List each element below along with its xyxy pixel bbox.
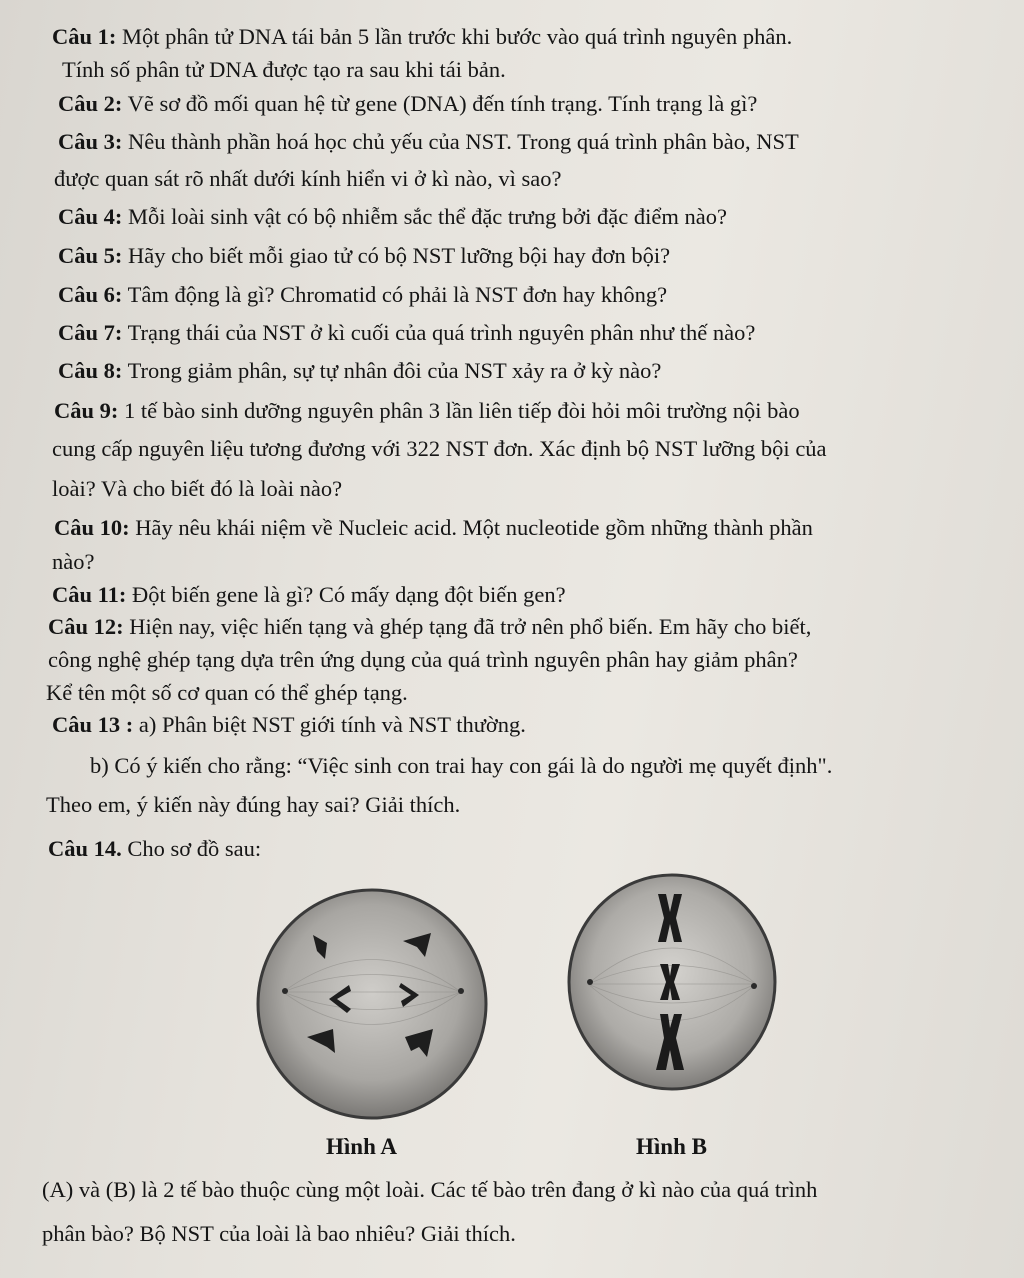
question-13-line-3: Theo em, ý kiến này đúng hay sai? Giải thích. (46, 792, 461, 817)
question-11-text-1: Đột biến gene là gì? Có mấy dạng đột biến gen? (132, 582, 566, 607)
question-12-line-1 (48, 612, 811, 642)
question-14-footer-line-1: (A) và (B) là 2 tế bào thuộc cùng một loài. Các tế bào trên đang ở kì nào của quá trình (42, 1177, 818, 1202)
question-10-line-1 (54, 513, 813, 543)
question-8-line-1 (58, 356, 661, 386)
question-3-line-1 (58, 127, 799, 157)
question-4-label: Câu 4: (58, 204, 123, 229)
figure-a-cell (255, 887, 489, 1121)
question-8-text-1: Trong giảm phân, sự tự nhân đôi của NST xảy ra ở kỳ nào? (127, 358, 662, 383)
question-1-text-1: Một phân tử DNA tái bản 5 lần trước khi bước vào quá trình nguyên phân. (122, 24, 793, 49)
question-2-label: Câu 2: (58, 91, 123, 116)
figure-b-cell (566, 872, 778, 1092)
question-12-line-2: công nghệ ghép tạng dựa trên ứng dụng của quá trình nguyên phân hay giảm phân? (48, 647, 798, 672)
question-3-text-1: Nêu thành phần hoá học chủ yếu của NST. Trong quá trình phân bào, NST (128, 129, 799, 154)
question-10-label: Câu 10: (54, 515, 130, 540)
question-14-text-1: Cho sơ đồ sau: (127, 836, 262, 861)
question-14-line-1 (48, 834, 261, 864)
question-3-line-2: được quan sát rõ nhất dưới kính hiển vi ở kì nào, vì sao? (54, 166, 562, 191)
question-4-line-1 (58, 202, 727, 232)
question-9-label: Câu 9: (54, 398, 119, 423)
question-11-label: Câu 11: (52, 582, 127, 607)
question-6-line-1 (58, 280, 667, 310)
question-5-text-1: Hãy cho biết mỗi giao tử có bộ NST lưỡng bội hay đơn bội? (128, 243, 671, 268)
question-5-label: Câu 5: (58, 243, 123, 268)
question-12-label: Câu 12: (48, 614, 124, 639)
question-13-line-2: b) Có ý kiến cho rằng: “Việc sinh con trai hay con gái là do người mẹ quyết định". (90, 753, 833, 778)
question-8-label: Câu 8: (58, 358, 123, 383)
question-9-line-1 (54, 396, 800, 426)
figure-a-caption: Hình A (326, 1134, 397, 1159)
question-11-line-1 (52, 580, 566, 610)
question-13-label: Câu 13 : (52, 712, 134, 737)
question-9-line-2: cung cấp nguyên liệu tương đương với 322 NST đơn. Xác định bộ NST lưỡng bội của (52, 436, 827, 461)
cell-membrane (258, 890, 486, 1118)
question-9-text-1: 1 tế bào sinh dưỡng nguyên phân 3 lần liên tiếp đòi hỏi môi trường nội bào (124, 398, 800, 423)
figure-b-caption: Hình B (636, 1134, 707, 1159)
question-7-label: Câu 7: (58, 320, 123, 345)
question-14-label: Câu 14. (48, 836, 122, 861)
question-7-text-1: Trạng thái của NST ở kì cuối của quá trình nguyên phân như thế nào? (127, 320, 756, 345)
question-3-label: Câu 3: (58, 129, 123, 154)
question-1-label: Câu 1: (52, 24, 117, 49)
question-10-text-1: Hãy nêu khái niệm về Nucleic acid. Một nucleotide gồm những thành phần (135, 515, 813, 540)
question-12-text-1: Hiện nay, việc hiến tạng và ghép tạng đã trở nên phổ biến. Em hãy cho biết, (129, 614, 812, 639)
question-2-text-1: Vẽ sơ đồ mối quan hệ từ gene (DNA) đến tính trạng. Tính trạng là gì? (127, 91, 758, 116)
question-1-line-2: Tính số phân tử DNA được tạo ra sau khi tái bản. (62, 57, 506, 82)
question-7-line-1 (58, 318, 755, 348)
question-14-footer-line-2: phân bào? Bộ NST của loài là bao nhiêu? Giải thích. (42, 1221, 516, 1246)
question-6-text-1: Tâm động là gì? Chromatid có phải là NST đơn hay không? (127, 282, 668, 307)
question-1-line-1 (52, 22, 792, 52)
question-2-line-1 (58, 89, 757, 119)
question-4-text-1: Mỗi loài sinh vật có bộ nhiễm sắc thể đặc trưng bởi đặc điểm nào? (128, 204, 727, 229)
question-13-text-1: a) Phân biệt NST giới tính và NST thường. (138, 712, 526, 737)
question-13-line-1 (52, 710, 526, 740)
question-12-line-3: Kể tên một số cơ quan có thể ghép tạng. (46, 680, 408, 705)
question-5-line-1 (58, 241, 670, 271)
question-6-label: Câu 6: (58, 282, 123, 307)
question-9-line-3: loài? Và cho biết đó là loài nào? (52, 476, 343, 501)
question-10-line-2: nào? (52, 549, 95, 574)
